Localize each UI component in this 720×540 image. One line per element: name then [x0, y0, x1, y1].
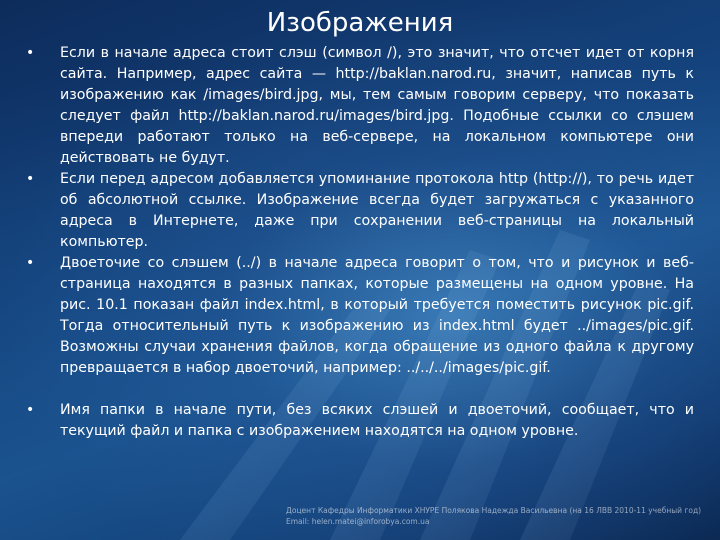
bullet-item: [24, 400, 694, 442]
bullet-text: Если в начале адреса стоит слэш (символ /), это значит, что отсчет идет от корня сайта. Например, адрес сайта — http://baklan.narod.ru, значит, написав путь к изображению как /images/bird.jpg, мы, тем самым говорим серверу, что показать следует файл http://baklan.narod.ru/images/bird.jpg. Подобные ссылки со слэшем впереди работают только на веб-сервере, на локальном компьютере они действовать не будут.: [60, 45, 694, 166]
slide-title: Изображения: [266, 8, 454, 38]
footer-line-email: Email: helen.matei@inforobya.com.ua: [286, 517, 430, 526]
bullet-item: [24, 169, 694, 253]
bullet-marker: •: [26, 402, 35, 418]
bullet-item: [24, 43, 694, 169]
bullet-marker: •: [26, 255, 35, 271]
bullet-text: Двоеточие со слэшем (../) в начале адреса говорит о том, что и рисунок и веб-страница находятся в разных папках, которые размещены на одном уровне. На рис. 10.1 показан файл index.html, в который требуется поместить рисунок pic.gif. Тогда относительный путь к изображению из index.html будет ../images/pic.gif. Возможны случаи хранения файлов, когда обращение из одного файла к другому превращается в набор двоеточий, например: ../../../images/pic.gif.: [60, 255, 694, 376]
bullet-marker: •: [26, 171, 35, 187]
bullet-item: [24, 253, 694, 379]
bullet-text: Если перед адресом добавляется упоминание протокола http (http://), то речь идет об абсолютной ссылке. Изображение всегда будет загружаться с указанного адреса в Интернете, даже при сохранении веб-страницы на локальный компьютер.: [60, 171, 694, 250]
bullet-list: [24, 43, 694, 442]
bullet-marker: •: [26, 45, 35, 61]
footer-credits: [286, 505, 706, 527]
bullet-text: Имя папки в начале пути, без всяких слэшей и двоеточий, сообщает, что и текущий файл и папка с изображением находятся на одном уровне.: [60, 402, 694, 439]
footer-line-author: Доцент Кафедры Информатики ХНУРЕ Полякова Надежда Васильевна (на 16 ЛВВ 2010-11 учебный год): [286, 506, 702, 515]
